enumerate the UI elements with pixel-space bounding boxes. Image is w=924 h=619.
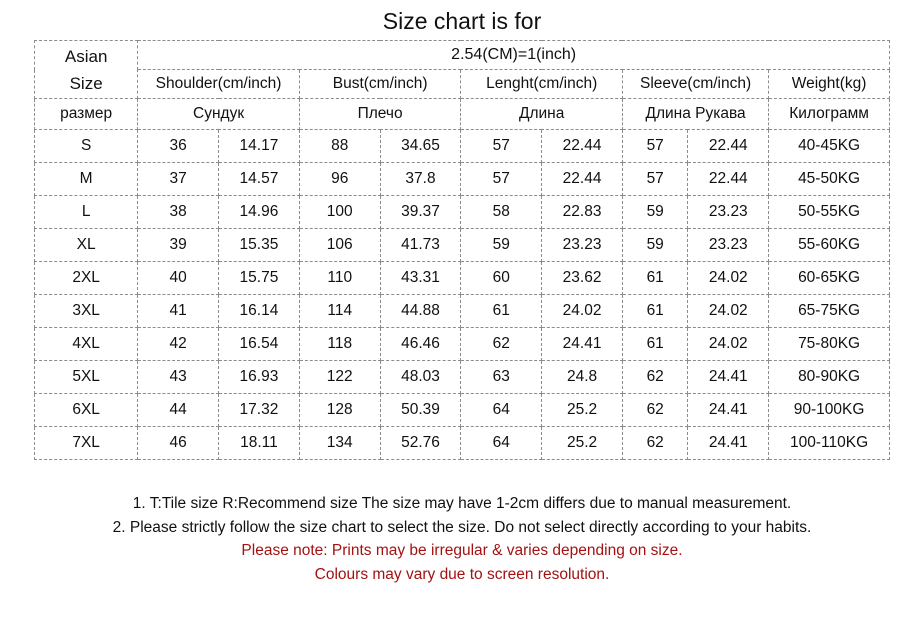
header-row-measurements [35, 70, 890, 99]
length-inch-cell: 22.44 [542, 130, 623, 163]
bust-cm-cell: 96 [299, 163, 380, 196]
length-inch-cell: 23.23 [542, 229, 623, 262]
sleeve-inch-cell: 24.02 [688, 295, 769, 328]
bust-inch-cell: 39.37 [380, 196, 461, 229]
sleeve-cm-cell: 57 [622, 130, 687, 163]
size-cell: 7XL [35, 427, 138, 460]
bust-inch-cell: 34.65 [380, 130, 461, 163]
size-cell: 5XL [35, 361, 138, 394]
length-cm-cell: 61 [461, 295, 542, 328]
sleeve-cm-cell: 61 [622, 328, 687, 361]
bust-cm-cell: 106 [299, 229, 380, 262]
shoulder-cm-cell: 37 [138, 163, 219, 196]
shoulder-cm-cell: 43 [138, 361, 219, 394]
shoulder-inch-cell: 16.14 [219, 295, 300, 328]
sleeve-cm-cell: 62 [622, 394, 687, 427]
russian-header-length: Длина [461, 99, 623, 130]
column-header-sleeve: Sleeve(cm/inch) [622, 70, 768, 99]
length-inch-cell: 24.02 [542, 295, 623, 328]
bust-cm-cell: 110 [299, 262, 380, 295]
weight-cell: 60-65KG [769, 262, 890, 295]
note-colours-warning: Colours may vary due to screen resolution. [314, 565, 610, 583]
weight-cell: 45-50KG [769, 163, 890, 196]
asian-size-label-line1: Asian [64, 46, 108, 66]
bust-inch-cell: 37.8 [380, 163, 461, 196]
sleeve-inch-cell: 24.41 [688, 394, 769, 427]
sleeve-cm-cell: 61 [622, 262, 687, 295]
weight-cell: 55-60KG [769, 229, 890, 262]
shoulder-inch-cell: 17.32 [219, 394, 300, 427]
sleeve-inch-cell: 22.44 [688, 130, 769, 163]
russian-header-chest: Сундук [138, 99, 300, 130]
sleeve-cm-cell: 61 [622, 295, 687, 328]
shoulder-cm-cell: 39 [138, 229, 219, 262]
size-chart-table [34, 40, 890, 460]
shoulder-inch-cell: 14.57 [219, 163, 300, 196]
sleeve-cm-cell: 62 [622, 361, 687, 394]
size-cell: L [35, 196, 138, 229]
note-measurement: 1. T:Tile size R:Recommend size The size may have 1-2cm differs due to manual measurement. [132, 495, 792, 512]
unit-conversion-header: 2.54(CM)=1(inch) [138, 41, 890, 70]
length-inch-cell: 25.2 [542, 394, 623, 427]
page-title: Size chart is for [382, 8, 542, 34]
sleeve-inch-cell: 24.02 [688, 328, 769, 361]
table-row [35, 328, 890, 361]
column-header-length: Lenght(cm/inch) [461, 70, 623, 99]
length-cm-cell: 57 [461, 130, 542, 163]
weight-cell: 90-100KG [769, 394, 890, 427]
russian-header-sleeve-length: Длина Рукава [622, 99, 768, 130]
russian-header-size: размер [35, 99, 138, 130]
length-inch-cell: 25.2 [542, 427, 623, 460]
sleeve-inch-cell: 23.23 [688, 229, 769, 262]
bust-cm-cell: 88 [299, 130, 380, 163]
weight-cell: 50-55KG [769, 196, 890, 229]
header-row-conversion [35, 41, 890, 70]
table-row [35, 295, 890, 328]
length-cm-cell: 57 [461, 163, 542, 196]
length-inch-cell: 22.44 [542, 163, 623, 196]
table-row [35, 229, 890, 262]
bust-inch-cell: 46.46 [380, 328, 461, 361]
weight-cell: 80-90KG [769, 361, 890, 394]
table-row [35, 361, 890, 394]
sleeve-cm-cell: 59 [622, 229, 687, 262]
weight-cell: 75-80KG [769, 328, 890, 361]
length-inch-cell: 22.83 [542, 196, 623, 229]
bust-cm-cell: 100 [299, 196, 380, 229]
header-row-russian [35, 99, 890, 130]
shoulder-cm-cell: 42 [138, 328, 219, 361]
asian-size-header [35, 41, 138, 99]
shoulder-inch-cell: 15.35 [219, 229, 300, 262]
bust-inch-cell: 50.39 [380, 394, 461, 427]
shoulder-cm-cell: 38 [138, 196, 219, 229]
shoulder-inch-cell: 14.96 [219, 196, 300, 229]
column-header-shoulder: Shoulder(cm/inch) [138, 70, 300, 99]
bust-cm-cell: 128 [299, 394, 380, 427]
shoulder-cm-cell: 46 [138, 427, 219, 460]
bust-inch-cell: 52.76 [380, 427, 461, 460]
column-header-bust: Bust(cm/inch) [299, 70, 461, 99]
sleeve-cm-cell: 59 [622, 196, 687, 229]
table-row [35, 427, 890, 460]
shoulder-inch-cell: 15.75 [219, 262, 300, 295]
size-cell: 4XL [35, 328, 138, 361]
bust-cm-cell: 134 [299, 427, 380, 460]
length-inch-cell: 24.41 [542, 328, 623, 361]
length-cm-cell: 58 [461, 196, 542, 229]
bust-cm-cell: 114 [299, 295, 380, 328]
size-cell: 6XL [35, 394, 138, 427]
shoulder-cm-cell: 41 [138, 295, 219, 328]
length-inch-cell: 24.8 [542, 361, 623, 394]
table-row [35, 130, 890, 163]
weight-cell: 40-45KG [769, 130, 890, 163]
length-cm-cell: 59 [461, 229, 542, 262]
bust-inch-cell: 41.73 [380, 229, 461, 262]
size-cell: 3XL [35, 295, 138, 328]
column-header-weight: Weight(kg) [769, 70, 890, 99]
size-cell: XL [35, 229, 138, 262]
weight-cell: 65-75KG [769, 295, 890, 328]
sleeve-inch-cell: 22.44 [688, 163, 769, 196]
shoulder-cm-cell: 36 [138, 130, 219, 163]
table-row [35, 196, 890, 229]
length-cm-cell: 62 [461, 328, 542, 361]
shoulder-inch-cell: 14.17 [219, 130, 300, 163]
shoulder-inch-cell: 16.93 [219, 361, 300, 394]
sleeve-inch-cell: 24.02 [688, 262, 769, 295]
length-cm-cell: 63 [461, 361, 542, 394]
size-cell: S [35, 130, 138, 163]
table-row [35, 394, 890, 427]
sleeve-cm-cell: 62 [622, 427, 687, 460]
bust-cm-cell: 122 [299, 361, 380, 394]
table-row [35, 163, 890, 196]
length-cm-cell: 64 [461, 394, 542, 427]
shoulder-inch-cell: 18.11 [219, 427, 300, 460]
sleeve-cm-cell: 57 [622, 163, 687, 196]
length-inch-cell: 23.62 [542, 262, 623, 295]
shoulder-inch-cell: 16.54 [219, 328, 300, 361]
length-cm-cell: 60 [461, 262, 542, 295]
weight-cell: 100-110KG [769, 427, 890, 460]
table-row [35, 262, 890, 295]
bust-inch-cell: 43.31 [380, 262, 461, 295]
sleeve-inch-cell: 24.41 [688, 427, 769, 460]
bust-inch-cell: 48.03 [380, 361, 461, 394]
size-cell: M [35, 163, 138, 196]
notes-section [0, 492, 924, 586]
note-follow-chart: 2. Please strictly follow the size chart to select the size. Do not select directly according to your habits. [112, 518, 812, 536]
sleeve-inch-cell: 24.41 [688, 361, 769, 394]
sleeve-inch-cell: 23.23 [688, 196, 769, 229]
shoulder-cm-cell: 40 [138, 262, 219, 295]
size-cell: 2XL [35, 262, 138, 295]
note-prints-warning: Please note: Prints may be irregular & varies depending on size. [241, 542, 683, 559]
russian-header-kilogram: Килограмм [769, 99, 890, 130]
bust-cm-cell: 118 [299, 328, 380, 361]
asian-size-label-line2: Size [69, 73, 103, 93]
bust-inch-cell: 44.88 [380, 295, 461, 328]
size-chart-body [35, 41, 890, 460]
shoulder-cm-cell: 44 [138, 394, 219, 427]
russian-header-shoulder: Плечо [299, 99, 461, 130]
length-cm-cell: 64 [461, 427, 542, 460]
